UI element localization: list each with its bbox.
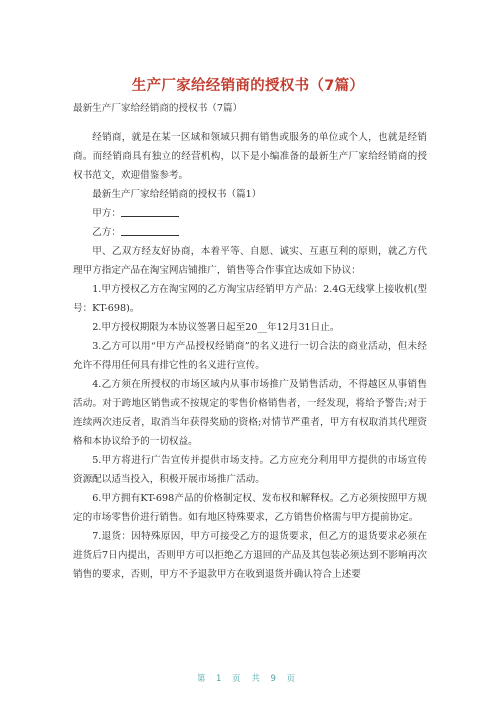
page-title: 生产厂家给经销商的授权书（7篇） bbox=[131, 78, 365, 94]
section-heading: 最新生产厂家给经销商的授权书（篇1） bbox=[92, 189, 262, 200]
clause-1: 1.甲方授权乙方在淘宝网的乙方淘宝店经销甲方产品：2.4G无线掌上接收机(型号：KT-698)。 bbox=[73, 284, 427, 314]
clause-5: 5.甲方将进行广告宣传并提供市场支持。乙方应充分利用甲方提供的市场宣传资源配以适当投入，积极开展市场推广活动。 bbox=[73, 455, 427, 485]
party-a-label: 甲方： bbox=[92, 208, 121, 219]
clause-preamble: 甲、乙双方经友好协商，本着平等、自愿、诚实、互惠互利的原则，就乙方代理甲方指定产品在淘宝网店铺推广，销售等合作事宜达成如下协议： bbox=[73, 246, 427, 276]
party-a-blank bbox=[121, 206, 179, 217]
party-b-label: 乙方： bbox=[92, 227, 121, 238]
document-body bbox=[73, 128, 427, 584]
party-b-line bbox=[73, 223, 427, 242]
page-footer: 第 1 页 共 9 页 bbox=[196, 674, 300, 684]
intro-paragraph: 经销商，就是在某一区域和领域只拥有销售或服务的单位或个人，也就是经销商。而经销商具有独立的经营机构，以下是小编准备的最新生产厂家给经销商的授权书范文，欢迎借鉴参考。 bbox=[73, 132, 427, 181]
clause-3: 3.乙方可以用“甲方产品授权经销商”的名义进行一切合法的商业活动，但未经允许不得用任何具有排它性的名义进行宣传。 bbox=[73, 341, 427, 371]
party-a-line bbox=[73, 204, 427, 223]
clause-4: 4.乙方须在所授权的市场区域内从事市场推广及销售活动，不得越区从事销售活动。对于跨地区销售或不按规定的零售价格销售者，一经发现，将给予警告;对于连续两次违反者，取消当年获得奖励的资格;对情节严重者，甲方有权取消其代理资格和本协议给予的一切权益。 bbox=[73, 379, 427, 447]
party-b-blank bbox=[121, 225, 179, 236]
clause-6: 6.甲方拥有KT-698产品的价格制定权、发布权和解释权。乙方必须按照甲方规定的市场零售价进行销售。如有地区特殊要求，乙方销售价格需与甲方提前协定。 bbox=[73, 493, 427, 523]
clause-7: 7.退货：因特殊原因，甲方可接受乙方的退货要求，但乙方的退货要求必须在进货后7日内提出，否则甲方可以拒绝乙方退回的产品及其包装必须达到不影响再次销售的要求，否则，甲方不予退款甲方在收到退货并确认符合上述要 bbox=[73, 531, 427, 580]
clause-2: 2.甲方授权期限为本协议签署日起至20__年12月31日止。 bbox=[92, 322, 340, 333]
document-subtitle: 最新生产厂家给经销商的授权书（7篇） bbox=[73, 103, 243, 114]
